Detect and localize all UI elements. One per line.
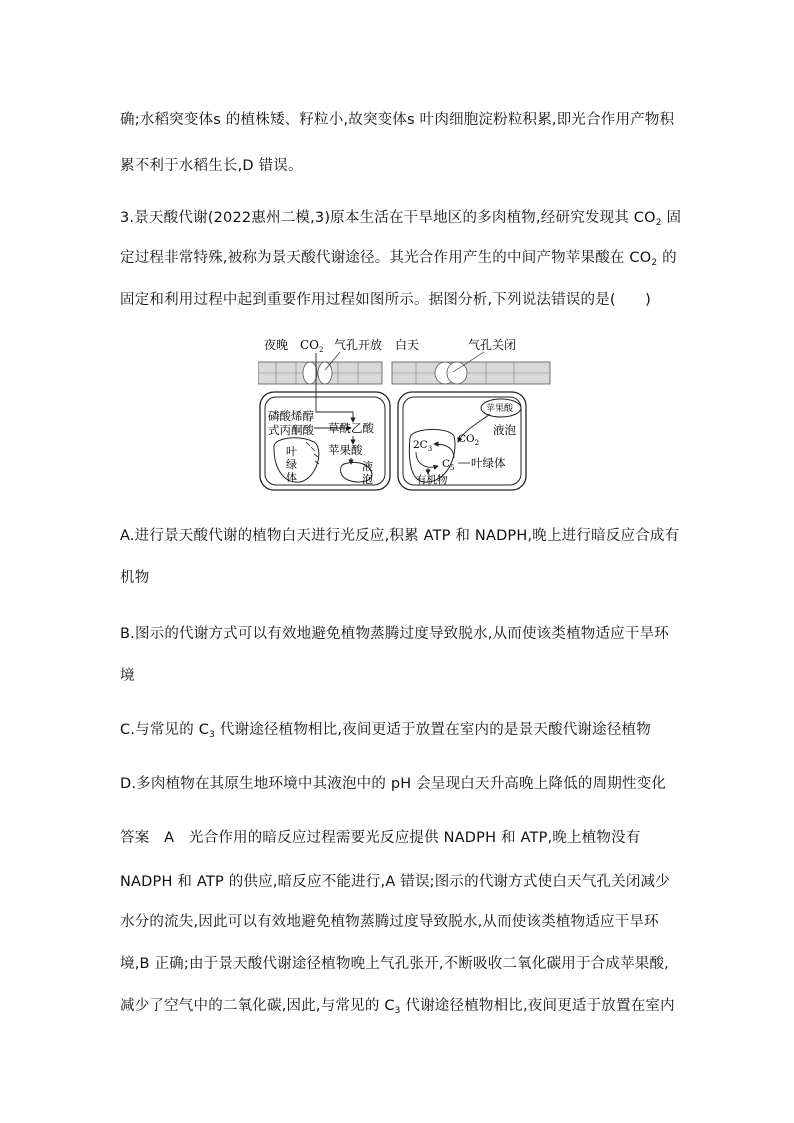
option-a-line-2: 机物 [120, 570, 150, 586]
malate-day-label: 苹果酸 [486, 404, 514, 414]
option-a-line-1: A.进行景天酸代谢的植物白天进行光反应,积累 ATP 和 NADPH,晚上进行暗反应合成有 [120, 528, 680, 544]
answer-line-5 [120, 994, 675, 1016]
question-line-2 [120, 246, 677, 268]
q1-post: 固 [661, 210, 682, 226]
answer-line-3: 水分的流失,因此可以有效地避免植物蒸腾过度导致脱水,从而使该类植物适应干旱环 [120, 914, 659, 930]
option-b-line-2: 境 [120, 668, 135, 684]
day-label: 白天 [395, 338, 420, 352]
oaa-label: 草酰乙酸 [328, 421, 374, 435]
night-label: 夜晚 [264, 338, 289, 352]
pep-label-2: 式丙酮酸 [268, 423, 314, 437]
option-c [120, 718, 651, 740]
q2-sub: 2 [651, 258, 658, 268]
c5-to-c3-arrow [434, 444, 454, 458]
cam-pathway-diagram [258, 330, 684, 495]
malate-label: 苹果酸 [328, 443, 363, 457]
q2-post: 的 [657, 250, 677, 266]
stoma-closed-label: 气孔关闭 [468, 338, 517, 352]
co2-night-label: $CO_2$ [300, 338, 324, 354]
c3-label: $2C_3$ [413, 439, 433, 453]
organic-label: 有机物 [416, 474, 448, 486]
chloroplast-day-label: 叶绿体 [471, 456, 506, 470]
c5-label: $C_5$ [442, 458, 455, 472]
option-c-post: 代谢途径植物相比,夜间更适于放置在室内的是景天酸代谢途径植物 [215, 722, 651, 738]
question-line-3: 固定和利用过程中起到重要作用过程如图所示。据图分析,下列说法错误的是( ) [120, 292, 652, 308]
chloroplast-night-label-3: 体 [286, 471, 297, 484]
answer-line-2: NADPH 和 ATP 的供应,暗反应不能进行,A 错误;图示的代谢方式使白天气孔关闭减少 [120, 874, 670, 890]
answer-5-post: 代谢途径植物相比,夜间更适于放置在室内 [400, 998, 675, 1014]
pep-label: 磷酸烯醇 [268, 409, 314, 423]
option-c-sub: 3 [209, 730, 216, 740]
option-d: D.多肉植物在其原生地环境中其液泡中的 pH 会呈现白天升高晚上降低的周期性变化 [120, 776, 667, 792]
co2-day-label: $CO_2$ [458, 433, 480, 447]
answer-5-text: 减少了空气中的二氧化碳,因此,与常见的 C [120, 998, 395, 1014]
option-c-text: C.与常见的 C [120, 722, 210, 738]
vacuole-night-label-1: 液 [362, 460, 373, 473]
stoma-open-label: 气孔开放 [334, 338, 383, 352]
chloroplast-night-label-1: 叶 [286, 445, 297, 458]
question-line-1 [120, 206, 681, 228]
intro-line-2: 累不利于水稻生长,D 错误。 [120, 158, 303, 174]
answer-line-1: 答案 A 光合作用的暗反应过程需要光反应提供 NADPH 和 ATP,晚上植物没有 [120, 830, 641, 846]
chloroplast-night-label-2: 绿 [286, 458, 297, 471]
epidermis-right [392, 362, 550, 384]
vacuole-night-label-2: 泡 [362, 473, 373, 486]
c3-to-c5-arrow [416, 452, 438, 467]
q2-text: 定过程非常特殊,被称为景天酸代谢途径。其光合作用产生的中间产物苹果酸在 CO [120, 250, 652, 266]
answer-5-sub: 3 [394, 1006, 401, 1016]
option-b-line-1: B.图示的代谢方式可以有效地避免植物蒸腾过度导致脱水,从而使该类植物适应干旱环 [120, 626, 669, 642]
answer-line-4: 境,B 正确;由于景天酸代谢途径植物晚上气孔张开,不断吸收二氧化碳用于合成苹果酸, [120, 956, 669, 972]
q1-text: 3.景天酸代谢(2022惠州二模,3)原本生活在干旱地区的多肉植物,经研究发现其 CO [120, 210, 656, 226]
vacuole-day-label: 液泡 [493, 423, 516, 437]
q1-sub: 2 [655, 218, 662, 228]
intro-line-1: 确;水稻突变体s 的植株矮、籽粒小,故突变体s 叶肉细胞淀粉粒积累,即光合作用产物积 [120, 112, 675, 128]
epidermis-left [258, 362, 382, 384]
